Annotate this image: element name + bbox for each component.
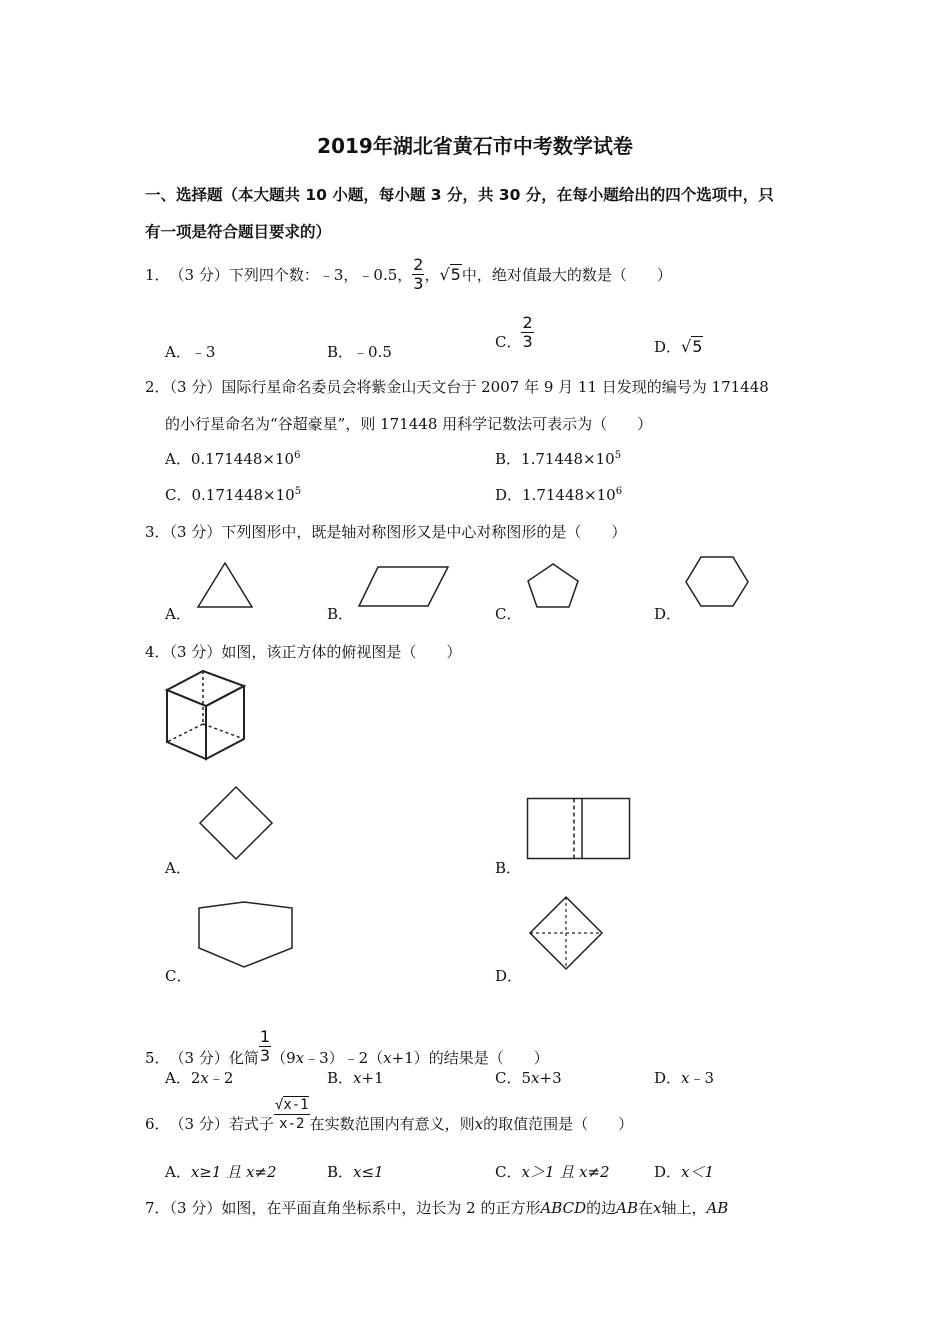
q4-diamond-figure (198, 785, 274, 861)
q4-option-b[interactable]: B． (495, 859, 522, 877)
question-6: 6．（3 分）若式子 $\frac{√x-1}{x-2}$ 在实数范围内有意义，则x的取值范围是（ ） (145, 1097, 634, 1133)
q6-option-c[interactable]: C．x＞1 且 x≠2 (495, 1163, 610, 1181)
q4-cube-figure (164, 668, 248, 762)
q2-text-line2: 的小行星命名为“谷超豪星”，则 171448 用科学记数法可表示为（ ） (165, 415, 653, 433)
q6-option-b[interactable]: B．x≤1 (327, 1163, 384, 1181)
q4-option-c[interactable]: C． (165, 967, 192, 985)
q6-fraction: $\frac{√x-1}{x-2}$ (274, 1097, 309, 1132)
q3-option-a[interactable]: A． (165, 605, 191, 623)
q3-pentagon-figure (527, 562, 581, 610)
q5-option-c[interactable]: C．5x+3 (495, 1069, 562, 1087)
q6-option-a[interactable]: A．x≥1 且 x≠2 (165, 1163, 277, 1181)
q5-option-b[interactable]: B．x+1 (327, 1069, 384, 1087)
q4-rectangle-divided-figure (526, 797, 632, 861)
q3-parallelogram-figure (358, 564, 450, 608)
q6-option-d[interactable]: D．x＜1 (654, 1163, 715, 1181)
q1-number: 1． (145, 265, 170, 284)
question-3: 3．（3 分）下列图形中，既是轴对称图形又是中心对称图形的是（ ） (145, 523, 627, 541)
q3-option-b[interactable]: B． (327, 605, 354, 623)
q5-fraction: $\frac{1}{3}$ (259, 1027, 271, 1065)
q4-diamond-dashed-figure (528, 895, 604, 971)
q2-text-line1: 国际行星命名委员会将紫金山天文台于 2007 年 9 月 11 日发现的编号为 171448 (221, 378, 769, 396)
q3-hexagon-figure (684, 555, 750, 609)
page-title: 2019年湖北省黄石市中考数学试卷 (317, 134, 633, 158)
question-5: 5．（3 分）化简 $\frac{1}{3}$ （9x﹣3）﹣2（x+1）的结果是（ ） (145, 1027, 549, 1067)
q1-option-a[interactable]: A．﹣3 (165, 343, 216, 361)
q3-triangle-figure (196, 560, 254, 610)
q4-option-a[interactable]: A． (165, 859, 191, 877)
question-7: 7．（3 分）如图，在平面直角坐标系中，边长为 2 的正方形ABCD的边AB在x轴上，AB (145, 1199, 729, 1217)
section-header-line2: 有一项是符合题目要求的） (145, 223, 332, 241)
q1-option-d[interactable]: D．√5 (654, 337, 703, 356)
q1-fraction: $\frac{2}{3}$ (413, 255, 424, 293)
q4-option-d[interactable]: D． (495, 967, 523, 985)
q1-option-c[interactable]: C． $\frac{2}{3}$ (495, 313, 533, 351)
question-1: 1．（3 分）下列四个数：﹣3，﹣0.5， $\frac{2}{3}$ ，√5中，绝对值最大的数是（ ） (145, 255, 672, 293)
q2-option-d[interactable]: D．$1.71448\times 10^6$ (495, 486, 623, 504)
q1-option-c-fraction: $\frac{2}{3}$ (522, 313, 533, 351)
q1-score: （3 分） (169, 265, 229, 284)
section-header-line1: 一、选择题（本大题共 10 小题，每小题 3 分，共 30 分，在每小题给出的四个选项中，只 (145, 186, 774, 204)
question-2: 2．（3 分）国际行星命名委员会将紫金山天文台于 2007 年 9 月 11 日发现的编号为 171448 (145, 378, 769, 396)
q1-text-before: 下列四个数：﹣3，﹣0.5， (228, 265, 413, 284)
q2-option-c[interactable]: C．$0.171448\times 10^5$ (165, 486, 302, 504)
q1-option-d-sqrt: √5 (681, 337, 703, 356)
q3-option-c[interactable]: C． (495, 605, 522, 623)
q3-option-d[interactable]: D． (654, 605, 682, 623)
q1-sqrt: √5 (439, 264, 461, 284)
q5-option-a[interactable]: A．2x﹣2 (165, 1069, 234, 1087)
q1-option-b[interactable]: B．﹣0.5 (327, 343, 392, 361)
q5-option-d[interactable]: D．x﹣3 (654, 1069, 715, 1087)
q2-option-b[interactable]: B．$1.71448\times 10^5$ (495, 450, 622, 468)
question-4: 4．（3 分）如图，该正方体的俯视图是（ ） (145, 643, 462, 661)
q1-text-after: 中，绝对值最大的数是（ ） (461, 265, 672, 284)
q2-option-a[interactable]: A．$0.171448\times 10^6$ (165, 450, 301, 468)
q4-hexagon-figure (196, 900, 296, 970)
